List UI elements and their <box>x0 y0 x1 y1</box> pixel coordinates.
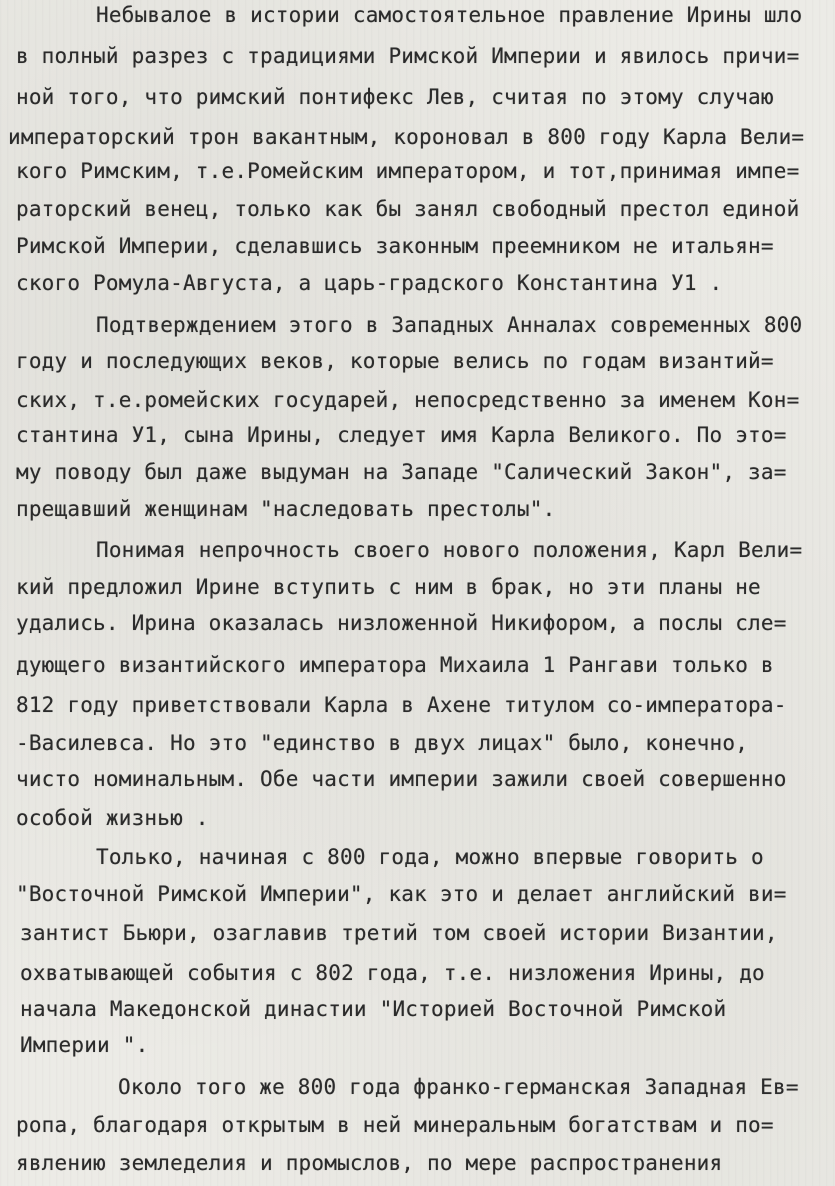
text-line-20: -Василевса. Но это "единство в двух лицах" было, конечно, <box>16 731 749 755</box>
text-line-25: зантист Бьюри, озаглавив третий том своей истории Византии, <box>20 921 778 945</box>
text-line-11: ских, т.е.ромейских государей, непосредственно за именем Кон= <box>16 388 800 412</box>
text-line-3: ной того, что римский понтифекс Лев, считая по этому случаю <box>16 85 774 109</box>
text-line-30: ропа, благодаря открытым в ней минеральным богатствам и по= <box>16 1113 774 1137</box>
text-line-7: Римской Империи, сделавшись законным преемником не итальян= <box>16 234 774 258</box>
text-line-16: кий предложил Ирине вступить с ним в брак, но эти планы не <box>16 575 761 599</box>
text-line-1: Небывалое в истории самостоятельное правление Ирины шло <box>96 3 803 27</box>
text-line-4: императорский трон вакантным, короновал в 800 году Карла Вели= <box>8 125 805 149</box>
text-line-10: году и последующих веков, которые велись по годам византий= <box>16 349 774 373</box>
text-line-27: начала Македонской династии "Историей Восточной Римской <box>20 997 727 1021</box>
text-line-5: кого Римским, т.е.Ромейским императором, и тот,принимая импе= <box>16 159 800 183</box>
text-line-2: в полный разрез с традициями Римской Империи и явилось причи= <box>16 44 800 68</box>
text-line-26: охватывающей события с 802 года, т.е. низложения Ирины, до <box>20 961 765 985</box>
text-line-15: Понимая непрочность своего нового положения, Карл Вели= <box>96 538 803 562</box>
text-line-31: явлению земледелия и промыслов, по мере распространения <box>16 1151 723 1175</box>
text-line-28: Империи ". <box>20 1033 149 1057</box>
text-line-29: Около того же 800 года франко-германская Западная Ев= <box>118 1075 799 1099</box>
text-line-21: чисто номинальным. Обе части империи зажили своей совершенно <box>16 767 787 791</box>
text-line-24: "Восточной Римской Империи", как это и делает английский ви= <box>16 882 787 906</box>
text-line-12: стантина У1, сына Ирины, следует имя Карла Великого. По это= <box>16 423 787 447</box>
text-line-9: Подтверждением этого в Западных Анналах современных 800 <box>96 313 803 337</box>
text-line-19: 812 году приветствовали Карла в Ахене титулом со-императора- <box>16 693 787 717</box>
text-line-8: ского Ромула-Августа, а царь-градского Константина У1 . <box>16 271 723 295</box>
text-line-17: удались. Ирина оказалась низложенной Никифором, а послы сле= <box>16 611 787 635</box>
text-line-14: прещавший женщинам "наследовать престолы". <box>16 497 556 521</box>
text-line-6: раторский венец, только как бы занял свободный престол единой <box>16 197 800 221</box>
text-line-13: му поводу был даже выдуман на Западе "Салический Закон", за= <box>16 460 787 484</box>
text-line-22: особой жизнью . <box>16 806 209 830</box>
text-line-23: Только, начиная с 800 года, можно впервые говорить о <box>96 845 764 869</box>
text-line-18: дующего византийского императора Михаила 1 Рангави только в <box>16 653 774 677</box>
